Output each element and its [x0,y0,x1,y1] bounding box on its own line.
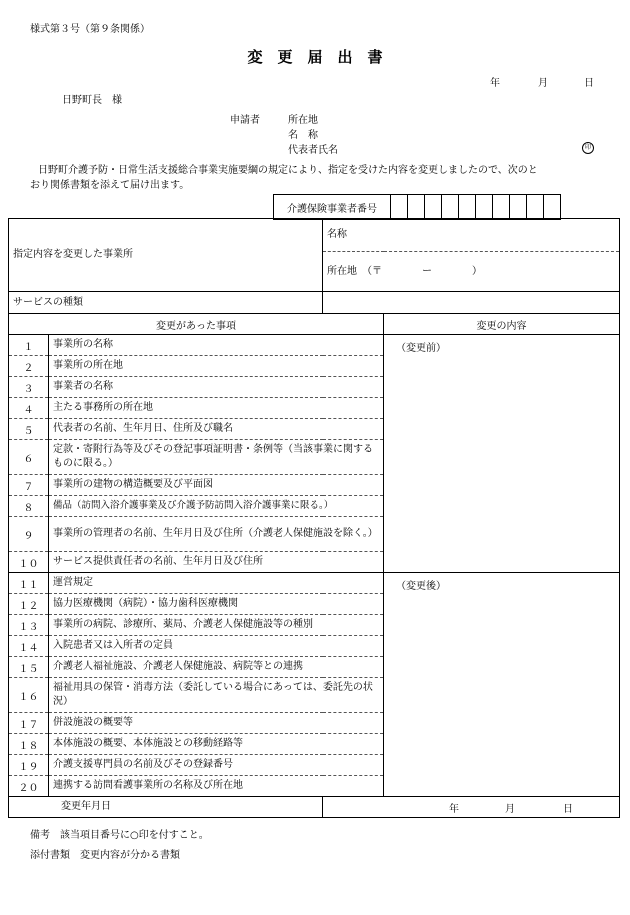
item-text: 代表者の名前、生年月日、住所及び職名 [49,419,384,440]
item-text: 介護支援専門員の名前及びその登録番号 [49,755,384,776]
item-number[interactable]: １９ [9,755,49,776]
page-title: 変 更 届 出 書 [247,48,383,66]
office-label: 指定内容を変更した事業所 [9,219,323,292]
item-number[interactable]: ２ [9,356,49,377]
item-text: 併設施設の概要等 [49,713,384,734]
after-content-field[interactable] [384,573,620,797]
item-text: 事業所の建物の構造概要及び平面図 [49,475,384,496]
item-text: 事業所の所在地 [49,356,384,377]
item-text: 入院患者又は入所者の定員 [49,636,384,657]
header-date-day: 日 [584,78,594,89]
address-label: 所在地 [288,115,318,126]
item-text: 備品（訪問入浴介護事業及び介護予防訪問入浴介護事業に限る。） [49,496,384,517]
change-date-month: 月 [505,803,515,815]
item-text: 福祉用具の保管・消毒方法（委託している場合にあっては、委託先の状況） [49,678,384,713]
item-number[interactable]: ７ [9,475,49,496]
office-number-digit-10[interactable] [544,195,561,220]
office-name-field[interactable]: 名称 [323,219,620,252]
item-text: 連携する訪問看護事業所の名称及び所在地 [49,776,384,797]
item-number[interactable]: ９ [9,517,49,552]
header-date-year: 年 [490,78,500,89]
addressee: 日野町長 様 [62,95,122,106]
item-number[interactable]: ３ [9,377,49,398]
item-text: 本体施設の概要、本体施設との移動経路等 [49,734,384,755]
office-number-table [273,194,561,220]
item-number[interactable]: １１ [9,573,49,594]
item-number[interactable]: １６ [9,678,49,713]
item-number[interactable]: ５ [9,419,49,440]
item-number[interactable]: １０ [9,552,49,573]
form-number: 様式第３号（第９条関係） [30,24,150,35]
items-header: 変更があった事項 [9,314,384,335]
office-number-digit-3[interactable] [425,195,442,220]
item-text: 定款・寄附行為等及びその登記事項証明書・条例等（当該事業に関するものに限る。） [49,440,384,475]
representative-label: 代表者氏名 [288,145,338,156]
item-number[interactable]: ６ [9,440,49,475]
after-label: （変更後） [396,581,446,592]
item-text: 主たる事務所の所在地 [49,398,384,419]
seal-mark [582,141,594,154]
item-text: 事業所の名称 [49,335,384,356]
item-text: 事業所の病院、診療所、薬局、介護老人保健施設等の種別 [49,615,384,636]
remarks-note: 備考 該当項目番号に○印を付すこと。 [30,830,209,841]
office-number-digit-6[interactable] [476,195,493,220]
name-label: 名 称 [288,130,318,141]
change-date-year: 年 [449,803,459,815]
header-date-month: 月 [538,78,548,89]
office-number-digit-5[interactable] [459,195,476,220]
change-table [8,218,620,818]
item-text: サービス提供責任者の名前、生年月日及び住所 [49,552,384,573]
item-text: 協力医療機関（病院）・協力歯科医療機関 [49,594,384,615]
item-text: 事業者の名称 [49,377,384,398]
office-number-digit-2[interactable] [408,195,425,220]
item-text: 運営規定 [49,573,384,594]
before-content-field[interactable] [384,335,620,573]
item-number[interactable]: ８ [9,496,49,517]
office-number-label: 介護保険事業者番号 [274,195,391,220]
item-number[interactable]: １７ [9,713,49,734]
office-number-digit-4[interactable] [442,195,459,220]
change-date-day: 日 [563,803,573,815]
item-number[interactable]: １５ [9,657,49,678]
office-number-digit-1[interactable] [391,195,408,220]
service-type-label: サービスの種類 [9,292,323,314]
change-date-label: 変更年月日 [9,797,323,818]
content-header: 変更の内容 [384,314,620,335]
item-number[interactable]: １３ [9,615,49,636]
applicant-label: 申請者 [230,115,260,126]
office-address-field[interactable]: 所在地 （〒 ー ） [323,252,620,292]
change-date-field[interactable] [323,797,620,818]
item-number[interactable]: １８ [9,734,49,755]
office-number-digit-7[interactable] [493,195,510,220]
service-type-field[interactable] [323,292,620,314]
intro-line-1: 日野町介護予防・日常生活支援総合事業実施要綱の規定により、指定を受けた内容を変更しましたので、次のと [38,165,538,176]
office-number-digit-9[interactable] [527,195,544,220]
item-number[interactable]: １４ [9,636,49,657]
attachments-note: 添付書類 変更内容が分かる書類 [30,850,180,861]
item-number[interactable]: １２ [9,594,49,615]
item-text: 介護老人福祉施設、介護老人保健施設、病院等との連携 [49,657,384,678]
item-number[interactable]: ４ [9,398,49,419]
seal-text: 印 [582,142,594,154]
intro-line-2: おり関係書類を添えて届け出ます。 [30,180,190,191]
before-label: （変更前） [396,343,446,354]
item-text: 事業所の管理者の名前、生年月日及び住所（介護老人保健施設を除く。） [49,517,384,552]
item-number[interactable]: １ [9,335,49,356]
item-number[interactable]: ２０ [9,776,49,797]
office-number-digit-8[interactable] [510,195,527,220]
